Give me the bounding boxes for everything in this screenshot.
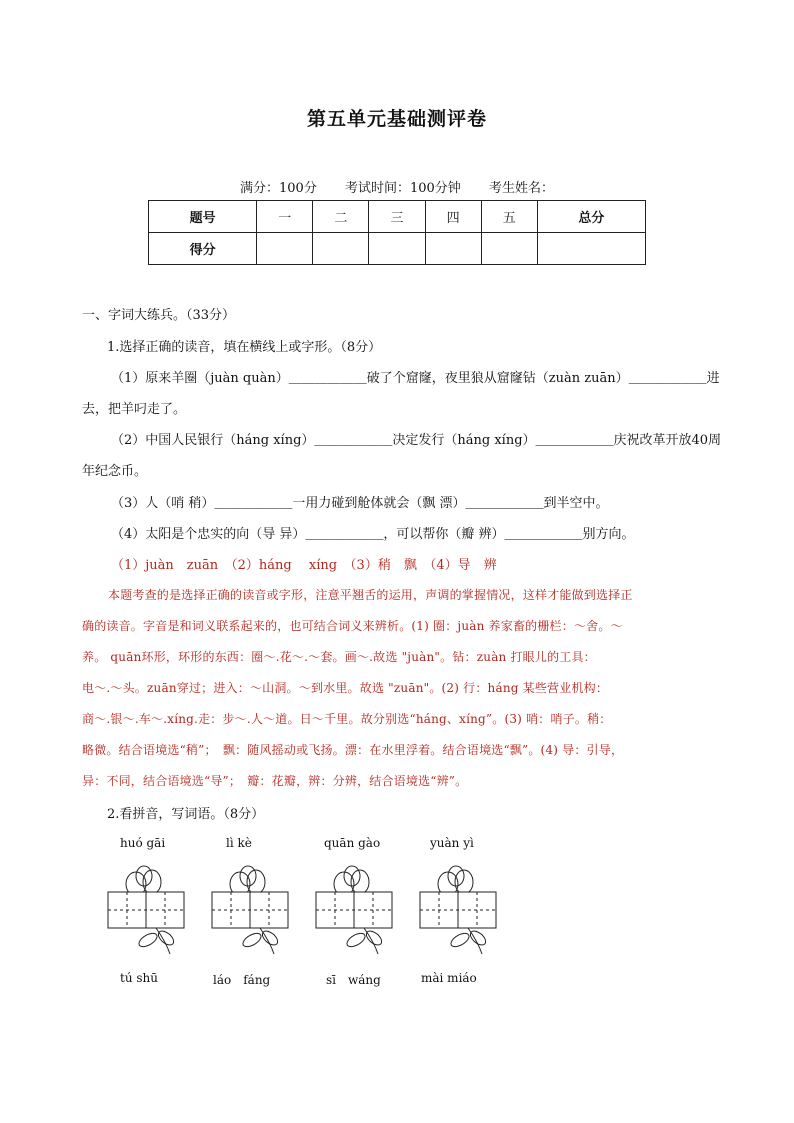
pinyin-label: quān gào [324,836,381,850]
score-table [148,200,646,265]
explanation-line: 略微。结合语境选“稍”； 飘：随风摇动或飞扬。漂：在水里浮着。结合语境选“飘”。(4) 导：引导， [82,743,624,757]
section-heading: 一、字词大练兵。（33分） [82,308,236,323]
question-1-2: （2）中国人民银行（háng xíng）＿＿＿＿＿＿决定发行（háng xíng）＿＿＿＿＿＿庆祝改革开放40周 [111,433,722,448]
explanation-line: 养。 quān环形，环形的东西：圈～.花～.～套。画～.故选 "juàn"。钻：zuàn 打眼儿的工具： [82,650,596,664]
pinyin-label: sī wáng [326,973,381,987]
exam-info [0,177,794,196]
question-2-title: 2.看拼音，写词语。（8分） [107,807,265,822]
header-cell: 总分 [537,201,645,233]
question-1-1: （1）原来羊圈（juàn quàn）＿＿＿＿＿＿破了个窟窿，夜里狼从窟窿钻（zuàn zuān）＿＿＿＿＿＿进 [111,371,720,386]
explanation-line: 异：不同，结合语境选“导”； 瓣：花瓣，辨：分辨，结合语境选“辨”。 [82,774,468,788]
header-cell: 三 [369,201,425,233]
header-cell: 一 [257,201,313,233]
header-cell: 二 [313,201,369,233]
score-table-header-row [149,201,646,233]
full-score: 满分：100分 [240,181,317,196]
writing-box[interactable] [106,864,186,956]
student-name-label: 考生姓名： [488,181,554,196]
score-cell[interactable] [369,233,425,265]
score-cell[interactable] [425,233,481,265]
explanation-line: 本题考查的是选择正确的读音或字形，注意平翘舌的运用，声调的掌握情况，这样才能做到选择正 [108,588,633,602]
header-cell: 题号 [149,201,257,233]
writing-box[interactable] [314,864,394,956]
explanation-line: 商～.银～.车～.xíng.走：步～.人～道。日～千里。故分别选“háng、xíng”。(3) 哨：哨子。稍： [82,712,612,726]
header-cell: 五 [481,201,537,233]
question-1-2-cont: 年纪念币。 [82,464,148,479]
question-1-1-cont: 去，把羊叼走了。 [82,402,187,417]
score-cell[interactable] [537,233,645,265]
score-table-score-row [149,233,646,265]
pinyin-label: láo fáng [213,973,271,987]
exam-time: 考试时间：100分钟 [344,181,461,196]
row-label: 得分 [149,233,257,265]
question-1-answer: （1）juàn zuān （2）háng xíng （3）稍 飘 （4）导 辨 [111,558,497,573]
score-cell[interactable] [257,233,313,265]
score-cell[interactable] [313,233,369,265]
question-1-3: （3）人（哨 稍）＿＿＿＿＿＿一用力碰到舱体就会（飘 漂）＿＿＿＿＿＿到半空中。 [111,496,609,511]
writing-box[interactable] [210,864,290,956]
page-title: 第五单元基础测评卷 [306,108,487,130]
pinyin-label: tú shū [120,971,158,985]
header-cell: 四 [425,201,481,233]
pinyin-label: lì kè [226,836,252,850]
question-1-4: （4）太阳是个忠实的向（导 异）＿＿＿＿＿＿，可以帮你（瓣 辨）＿＿＿＿＿＿别方向。 [111,527,635,542]
pinyin-label: yuàn yì [430,836,474,850]
explanation-line: 确的读音。字音是和词义联系起来的，也可结合词义来辨析。(1) 圈：juàn 养家畜的栅栏：～舍。～ [82,619,623,633]
writing-box[interactable] [418,864,498,956]
question-1-title: 1.选择正确的读音，填在横线上或字形。（8分） [107,340,382,355]
pinyin-label: huó gāi [120,836,166,850]
score-cell[interactable] [481,233,537,265]
explanation-line: 电～.～头。zuān穿过；进入：～山洞。～到水里。故选 "zuān"。(2) 行：háng 某些营业机构： [82,681,609,695]
pinyin-label: mài miáo [421,971,477,985]
